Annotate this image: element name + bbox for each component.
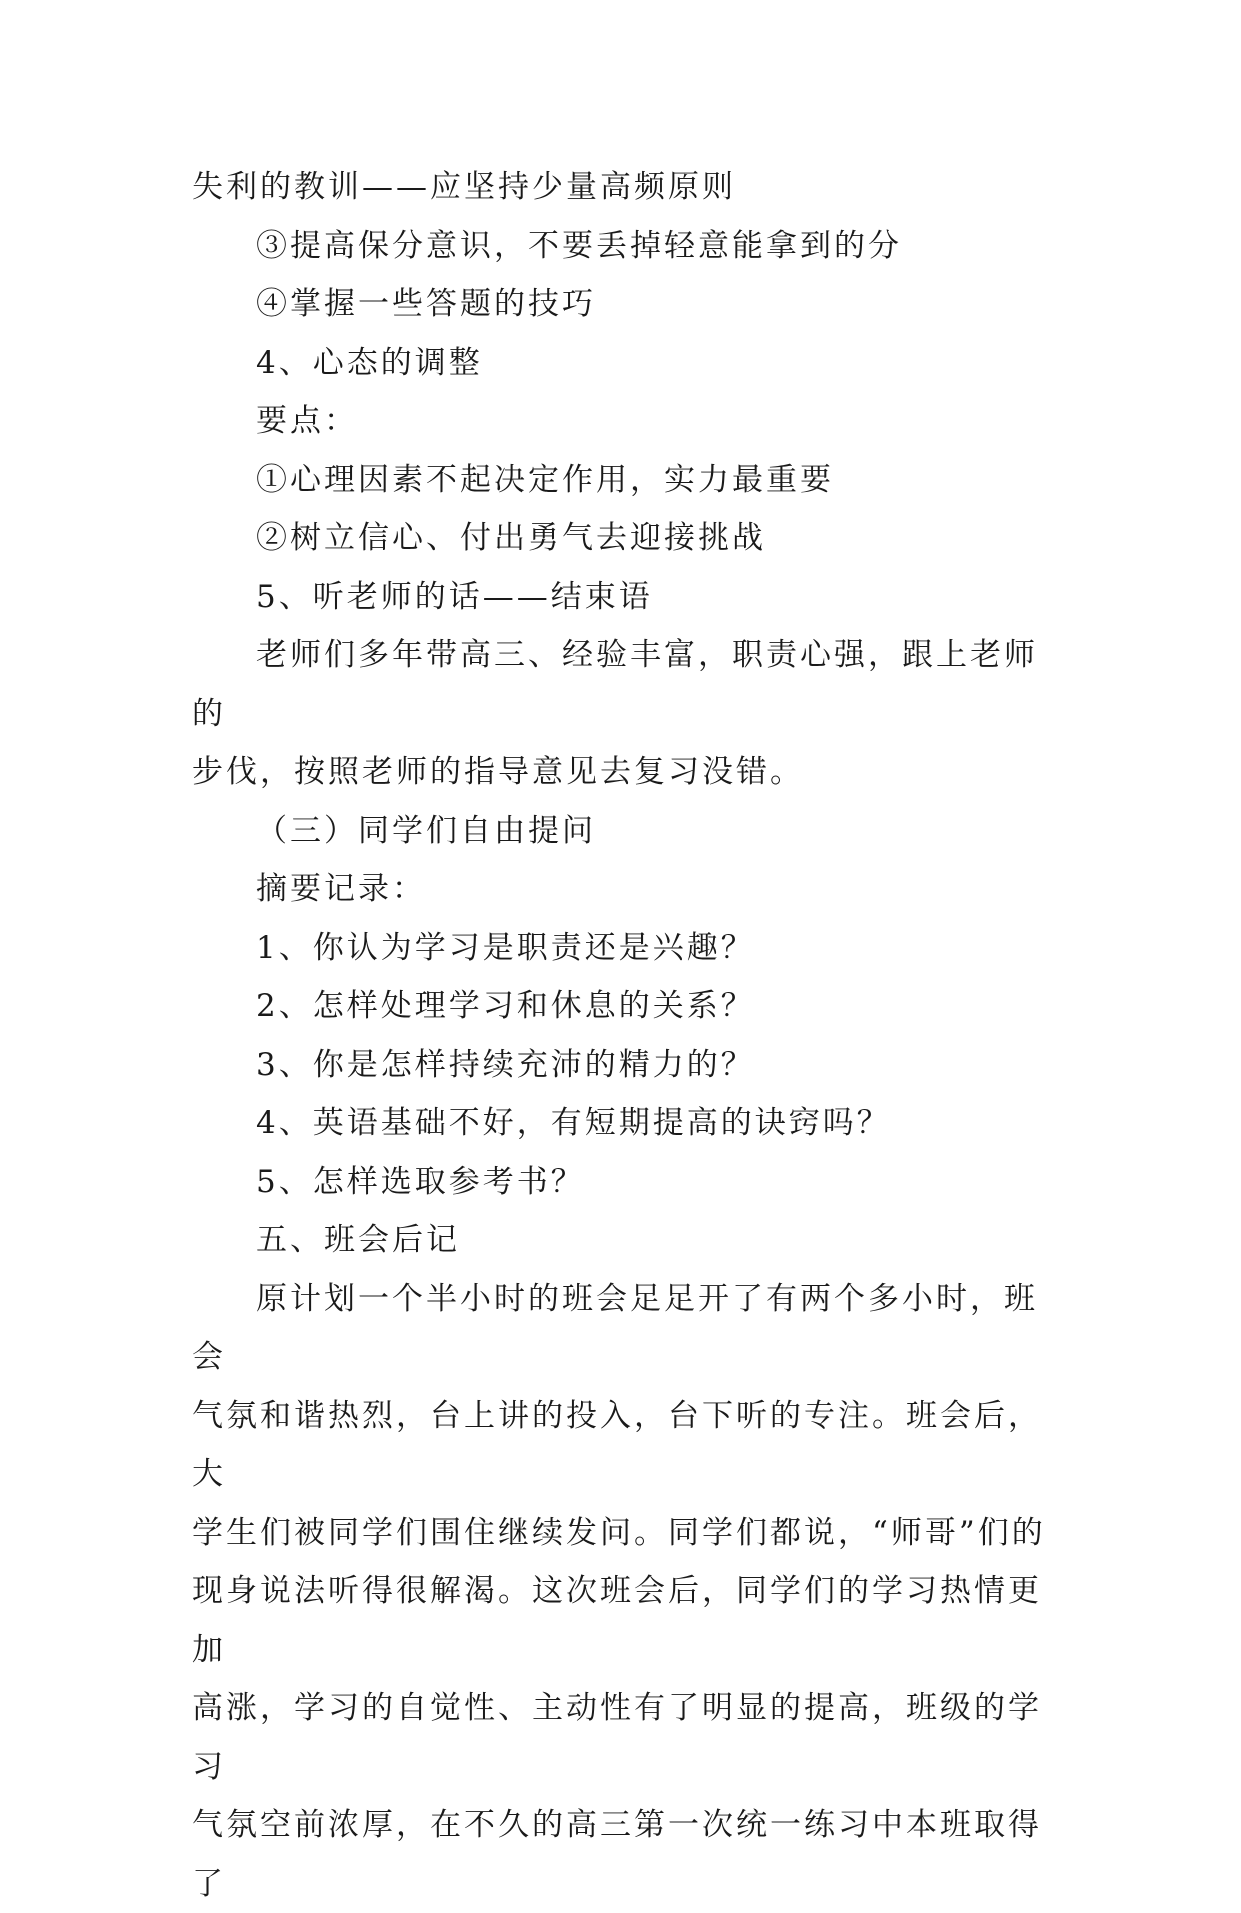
- section-heading: （三）同学们自由提问: [256, 812, 596, 849]
- text-line: 老师们多年带高三、经验丰富，职责心强，跟上老师的: [192, 637, 1038, 732]
- text-line: 原计划一个半小时的班会足足开了有两个多小时，班会: [192, 1280, 1038, 1375]
- document-body: [192, 158, 1062, 1913]
- text-line: 要点：: [256, 403, 358, 439]
- text-line: 摘要记录：: [256, 871, 426, 907]
- text-line: 失利的教训——应坚持少量高频原则: [192, 169, 736, 205]
- question-item: 5、怎样选取参考书？: [256, 1163, 585, 1200]
- text-line: 步伐，按照老师的指导意见去复习没错。: [192, 754, 804, 790]
- text-line: 气氛和谐热烈，台上讲的投入，台下听的专注。班会后，大: [192, 1397, 1042, 1492]
- text-line: ④掌握一些答题的技巧: [256, 286, 596, 322]
- section-heading: 4、心态的调整: [256, 344, 483, 381]
- text-line: ①心理因素不起决定作用，实力最重要: [256, 461, 834, 498]
- text-line: 气氛空前浓厚，在不久的高三第一次统一练习中本班取得了: [192, 1807, 1042, 1902]
- text-line: 高涨，学习的自觉性、主动性有了明显的提高，班级的学习: [192, 1690, 1042, 1785]
- text-line: 现身说法听得很解渴。这次班会后，同学们的学习热情更加: [192, 1573, 1042, 1668]
- question-item: 3、你是怎样持续充沛的精力的？: [256, 1046, 755, 1083]
- text-line: ②树立信心、付出勇气去迎接挑战: [256, 520, 766, 556]
- text-line: ③提高保分意识，不要丢掉轻意能拿到的分: [256, 227, 902, 264]
- section-heading: 5、听老师的话——结束语: [256, 578, 653, 615]
- question-item: 2、怎样处理学习和休息的关系？: [256, 988, 755, 1024]
- text-line: 学生们被同学们围住继续发问。同学们都说，“师哥”们的: [192, 1514, 1046, 1551]
- question-item: 1、你认为学习是职责还是兴趣？: [256, 929, 755, 966]
- question-item: 4、英语基础不好，有短期提高的诀窍吗？: [256, 1105, 891, 1141]
- section-heading: 五、班会后记: [256, 1222, 460, 1258]
